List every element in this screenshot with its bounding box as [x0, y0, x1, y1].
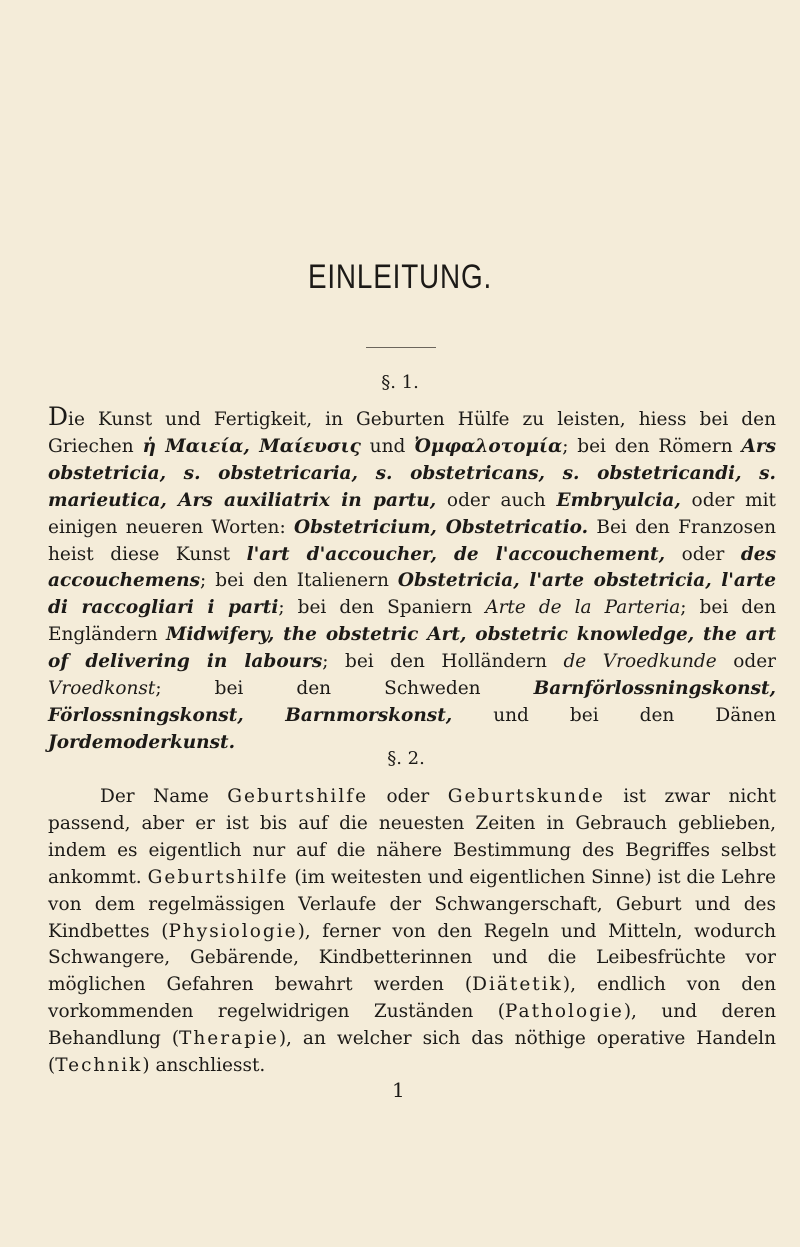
spaced-term: Technik: [55, 1055, 143, 1077]
spaced-term: Physiologie: [168, 920, 298, 942]
text-run: ; bei den Spaniern: [278, 597, 486, 619]
latin-term: Ars obstetricia, s. obstetricaria, s. obstetricans, s. obstetricandi, s. marieutica, Ars auxiliatrix in partu,: [48, 435, 776, 511]
text-run: ), endlich von den vorkommenden regelwidrigen Zuständen (: [48, 974, 777, 1023]
section-1-label: §. 1.: [381, 372, 419, 393]
spaced-term: Geburtskunde: [447, 786, 605, 807]
text-run: ) anschliesst.: [142, 1055, 266, 1077]
spaced-term: Therapie: [179, 1028, 279, 1050]
dutch-term: Vroedkonst: [48, 678, 156, 700]
text-run: ), und deren Behandlung (: [48, 1001, 777, 1050]
section-1-paragraph: [48, 404, 776, 757]
text-run: und bei den Dänen: [452, 704, 776, 726]
text-run: ), an welcher sich das nöthige operative Handeln (: [48, 1028, 776, 1077]
text-run: ), ferner von den Regeln und Mitteln, wodurch Schwangere, Gebärende, Kindbetterinnen und die Leibesfrüchte vor möglichen Gefahren bewahrt werden (: [48, 920, 776, 996]
text-run: ; bei den Italienern: [200, 570, 398, 592]
text-run: (im weitesten und eigentlichen Sinne) ist die Lehre von dem regelmässigen Verlaufe der Schwangerschaft, Geburt und des Kindbettes (: [48, 866, 776, 942]
title-divider: [366, 347, 436, 348]
english-term: Midwifery, the obstetric Art, obstetric knowledge, the art of delivering in labours: [48, 624, 776, 673]
drop-cap: D: [48, 402, 69, 431]
page-number: 1: [392, 1078, 405, 1102]
text-run: ; bei den Holländern: [322, 651, 564, 673]
text-run: oder auch: [436, 489, 557, 511]
latin-term: Embryulcia,: [556, 489, 681, 511]
text-run: ie Kunst und Fertigkeit, in Geburten Hülfe zu leisten, hiess bei den Griechen: [48, 409, 776, 457]
text-run: oder mit einigen neueren Worten:: [48, 489, 776, 538]
text-run: Der Name: [100, 786, 228, 807]
italian-term: Obstetricia, l'arte obstetricia, l'arte di raccogliari i parti: [48, 570, 776, 619]
text-run: ; bei den Schweden: [155, 678, 534, 700]
spanish-term: Arte de la Parteria: [485, 597, 681, 619]
text-run: Bei den Franzosen heist diese Kunst: [48, 516, 776, 565]
greek-term: ἡ Μαιεία, Μαίευσις: [142, 435, 361, 457]
danish-term: Jordemoderkunst.: [48, 731, 236, 753]
text-run: ; bei den Römern: [562, 435, 742, 457]
section-2-label: §. 2.: [387, 748, 425, 769]
spaced-term: Diätetik: [472, 974, 563, 996]
spaced-term: Pathologie: [504, 1001, 624, 1023]
greek-term: Ὀμφαλοτομία: [414, 435, 563, 457]
text-run: und: [360, 435, 415, 457]
spaced-term: Geburtshilfe: [147, 866, 289, 888]
section-2-paragraph: [48, 784, 776, 1080]
french-term: l'art d'accoucher, de l'accouchement,: [246, 543, 666, 565]
dutch-term: de Vroedkunde: [563, 651, 717, 673]
swedish-term: Barnförlossningskonst, Förlossningskonst, Barnmorskonst,: [48, 678, 776, 726]
french-term: des accouchemens: [48, 543, 776, 592]
text-run: ist zwar nicht passend, aber er ist bis auf die neuesten Zeiten in Gebrauch geblieben, indem es eigentlich nur auf die nähere Bestimmung des Begriffes selbst ankommt.: [48, 786, 776, 888]
latin-term: Obstetricium, Obstetricatio.: [293, 516, 589, 538]
text-run: oder: [716, 651, 776, 673]
text-run: oder: [665, 543, 741, 565]
spaced-term: Geburtshilfe: [227, 786, 369, 807]
text-run: ; bei den Engländern: [48, 597, 776, 646]
chapter-title: EINLEITUNG.: [307, 258, 493, 296]
text-run: oder: [368, 786, 448, 807]
